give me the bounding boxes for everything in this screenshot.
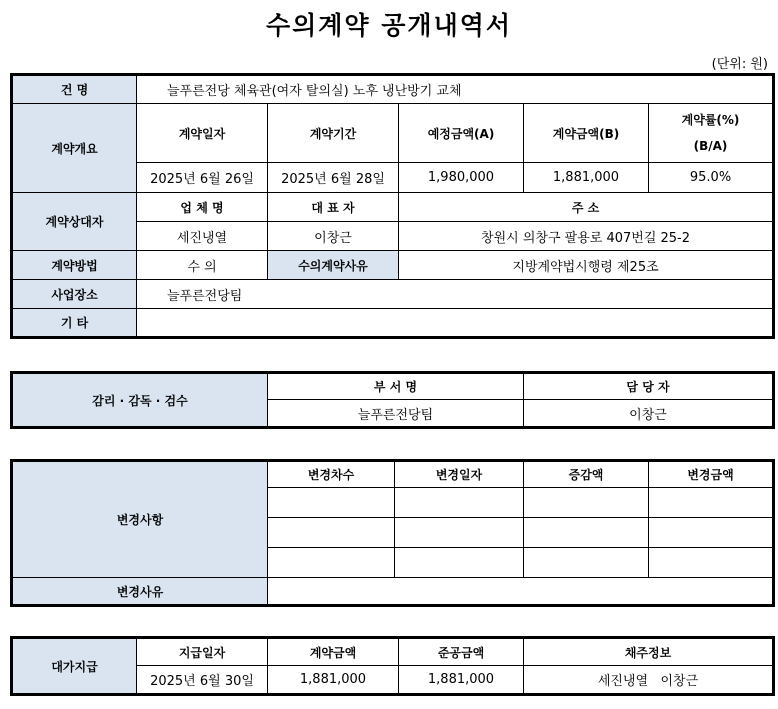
etc-label: 기 타 [12, 309, 137, 338]
change-delta-header: 증감액 [524, 461, 649, 488]
payment-completion-value: 1,881,000 [399, 666, 524, 695]
contract-rate-header-line1: 계약률(%) [681, 113, 740, 127]
change-count-header: 변경차수 [268, 461, 395, 488]
address-value: 창원시 의창구 팔용로 407번길 25-2 [399, 222, 774, 251]
company-value: 세진냉열 [137, 222, 268, 251]
address-header: 주 소 [399, 193, 774, 222]
payment-completion-header: 준공금액 [399, 638, 524, 666]
subject-label: 건 명 [12, 75, 137, 104]
change-cell [268, 518, 395, 548]
change-cell [395, 548, 524, 578]
change-cell [524, 548, 649, 578]
contract-date-value: 2025년 6월 26일 [137, 163, 268, 193]
change-reason-value [268, 578, 774, 606]
contract-table [10, 73, 775, 339]
manager-value: 이창근 [524, 400, 774, 428]
change-amount-header: 변경금액 [649, 461, 774, 488]
ceo-value: 이창근 [268, 222, 399, 251]
contract-rate-header [649, 104, 774, 163]
contract-rate-value: 95.0% [649, 163, 774, 193]
place-label: 사업장소 [12, 280, 137, 309]
payment-date-header: 지급일자 [137, 638, 268, 666]
payment-bond-value: 세진냉열 이창근 [524, 666, 774, 695]
reason-value: 지방계약법시행령 제25조 [399, 251, 774, 280]
change-cell [395, 488, 524, 518]
change-cell [524, 488, 649, 518]
subject-value: 늘푸른전당 체육관(여자 탈의실) 노후 냉난방기 교체 [137, 75, 774, 104]
change-cell [649, 548, 774, 578]
page-title: 수의계약 공개내역서 [265, 11, 513, 40]
payment-contract-header: 계약금액 [268, 638, 399, 666]
change-reason-label: 변경사유 [12, 578, 268, 606]
manager-header: 담 당 자 [524, 373, 774, 400]
change-cell [524, 518, 649, 548]
contract-date-header: 계약일자 [137, 104, 268, 163]
unit-label: (단위: 원) [711, 57, 768, 72]
etc-value [137, 309, 774, 338]
change-cell [649, 518, 774, 548]
contract-period-header: 계약기간 [268, 104, 399, 163]
reason-label: 수의계약사유 [268, 251, 399, 280]
payment-table [10, 636, 775, 696]
contract-period-value: 2025년 6월 28일 [268, 163, 399, 193]
company-header: 업 체 명 [137, 193, 268, 222]
method-label: 계약방법 [12, 251, 137, 280]
change-cell [649, 488, 774, 518]
change-cell [268, 548, 395, 578]
payment-label: 대가지급 [12, 638, 137, 695]
supervision-label: 감리 · 감독 · 검수 [12, 373, 268, 428]
ceo-header: 대 표 자 [268, 193, 399, 222]
contract-amount-value: 1,881,000 [524, 163, 649, 193]
change-date-header: 변경일자 [395, 461, 524, 488]
method-value: 수 의 [137, 251, 268, 280]
party-label: 계약상대자 [12, 193, 137, 251]
payment-contract-value: 1,881,000 [268, 666, 399, 695]
payment-bond-header: 채주정보 [524, 638, 774, 666]
dept-value: 늘푸른전당팀 [268, 400, 524, 428]
contract-amount-header: 계약금액(B) [524, 104, 649, 163]
estimated-amount-header: 예정금액(A) [399, 104, 524, 163]
change-cell [268, 488, 395, 518]
place-value: 늘푸른전당팀 [137, 280, 774, 309]
changes-label: 변경사항 [12, 461, 268, 578]
estimated-amount-value: 1,980,000 [399, 163, 524, 193]
changes-table [10, 459, 775, 607]
change-cell [395, 518, 524, 548]
supervision-table [10, 371, 775, 429]
overview-label: 계약개요 [12, 104, 137, 193]
dept-header: 부 서 명 [268, 373, 524, 400]
contract-rate-header-line2: (B/A) [693, 139, 728, 153]
payment-date-value: 2025년 6월 30일 [137, 666, 268, 695]
